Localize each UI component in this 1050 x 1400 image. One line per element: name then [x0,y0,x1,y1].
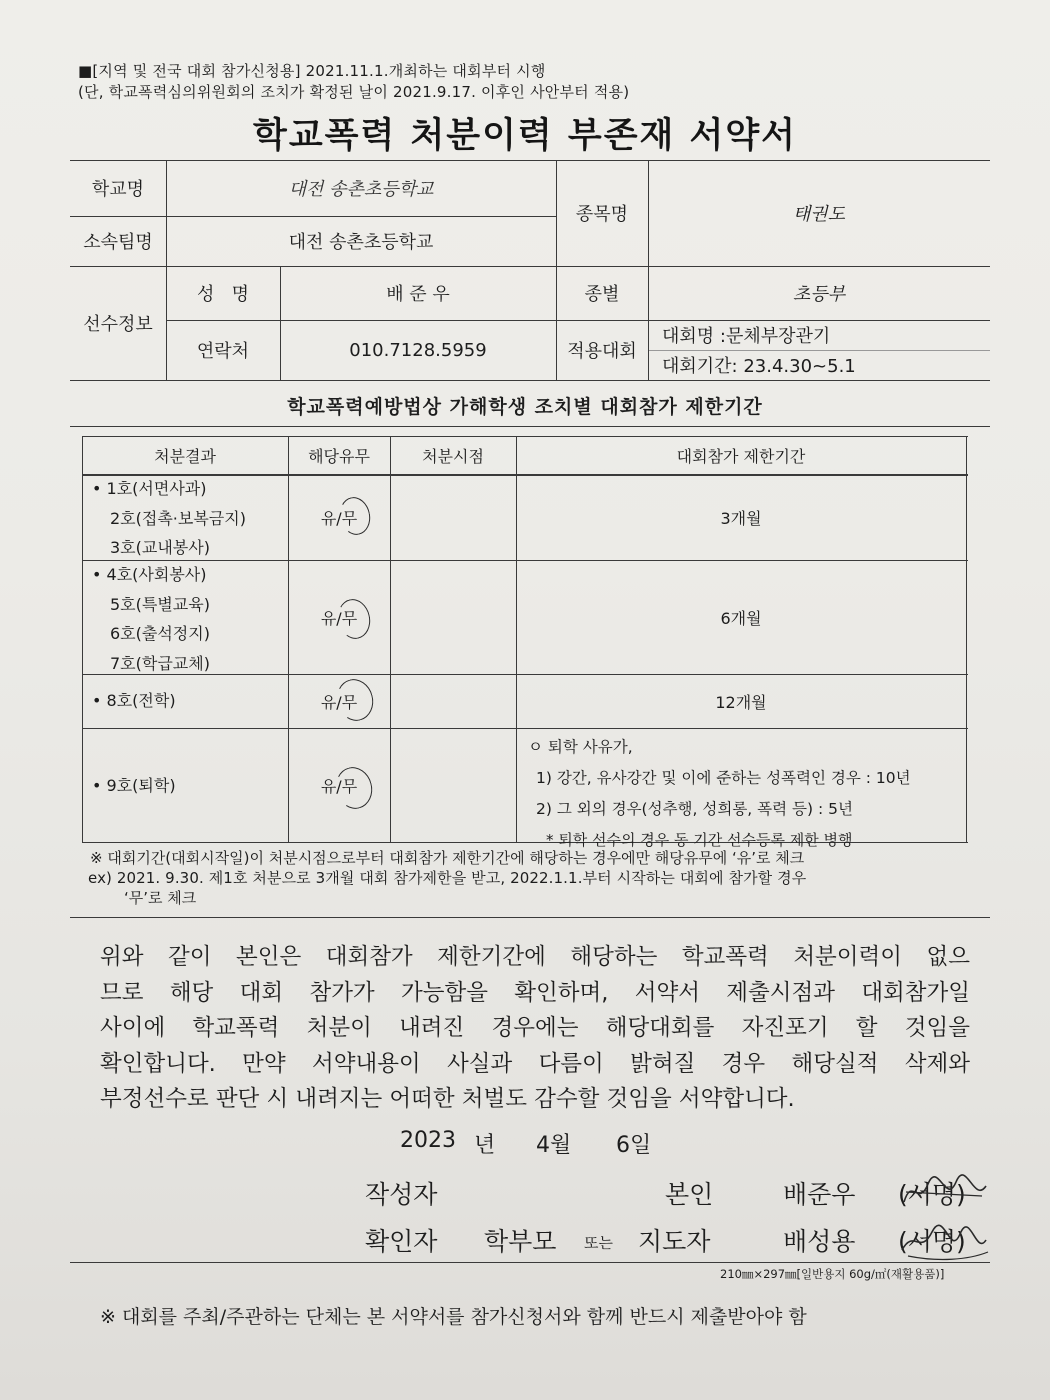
competition-label: 적용대회 [567,341,637,362]
disposition-3: 3호(교내봉사) [110,538,210,557]
date-day: 6일 [616,1133,652,1158]
disposition-6: 6호(출석정지) [110,624,210,643]
school-label: 학교명 [91,179,145,200]
category-value: 초등부 [792,284,846,305]
date-month: 4월 [536,1133,572,1158]
check-row-2: 유/무 [320,608,358,628]
period-row-3: 12개월 [715,692,767,712]
team-value: 대전 송촌초등학교 [288,232,434,253]
disposition-9: • 9호(퇴학) [92,776,176,795]
sport-value: 태권도 [792,204,846,225]
disposition-7: 7호(학급교체) [110,653,210,673]
confirmer-sign: (서명) [898,1227,966,1256]
confirmer-role-parent: 학부모 [484,1227,557,1256]
notice-line-2: (단, 학교폭력심의위원회의 조치가 확정된 날이 2021.9.17. 이후인 사안부터 적용) [78,83,630,101]
rule [966,436,967,842]
info-table [70,160,990,382]
category-label: 종별 [584,284,620,305]
check-row-4: 유/무 [320,776,358,796]
rule [70,426,990,427]
paper-spec: 210㎜×297㎜[일반용지 60g/㎡(재활용품)] [720,1267,945,1281]
expulsion-line-1: ㅇ 퇴학 사유가, [528,738,633,756]
period-row-1: 3개월 [720,508,762,528]
writer-name: 배준우 [783,1180,856,1209]
notice-line-1: ■[지역 및 전국 대회 참가신청용] 2021.11.1.개최하는 대회부터 시행 [78,62,546,80]
writer-label: 작성자 [365,1180,438,1209]
date-year-unit: 년 [474,1133,496,1158]
rule [70,1262,990,1263]
competition-name: 대회명 :문체부장관기 [662,326,831,347]
rule [82,728,968,729]
competition-period: 대회기간: 23.4.30~5.1 [662,356,856,377]
restriction-subtitle: 학교폭력예방법상 가해학생 조치별 대회참가 제한기간 [287,396,763,418]
rule [70,380,990,381]
disposition-2: 2호(접촉·보복금지) [110,508,246,528]
confirmer-name: 배성용 [783,1227,856,1256]
check-row-3: 유/무 [320,692,358,712]
confirmer-label: 확인자 [365,1227,438,1256]
team-label: 소속팀명 [83,232,153,253]
name-value: 배 준 우 [386,284,450,305]
note-line-2: ex) 2021. 9.30. 제1호 처분으로 3개월 대회 참가제한을 받고, 2022.1.1.부터 시작하는 대회에 참가할 경우 [88,869,807,887]
notes [90,848,806,908]
signature-scribble [898,1172,990,1214]
time-row-2 [390,560,516,674]
rule [82,436,83,842]
name-label: 성 명 [197,284,249,305]
note-line-3: ‘무’로 체크 [124,889,197,907]
header-disposition: 처분결과 [154,446,216,466]
expulsion-line-4: * 퇴학 선수의 경우 동 기간 선수등록 제한 병행 [546,831,853,849]
disposition-4: • 4호(사회봉사) [92,565,207,584]
player-info-label: 선수정보 [83,314,153,335]
contact-label: 연락처 [196,341,250,362]
note-line-1: ※ 대회기간(대회시작일)이 처분시점으로부터 대회참가 제한기간에 해당하는 경우에만 해당유무에 ‘유’로 체크 [90,849,805,867]
confirmer-role-coach: 지도자 [638,1227,711,1256]
pledge-line-1: 위와 같이 본인은 대회참가 제한기간에 해당하는 학교폭력 처분이력이 없으 [100,944,970,970]
time-row-3 [390,674,516,728]
pledge-line-5: 부정선수로 판단 시 내려지는 어떠한 처벌도 감수할 것임을 서약합니다. [100,1086,795,1113]
header-restriction-period: 대회참가 제한기간 [676,446,806,466]
signature-scribble [898,1222,990,1264]
document-title: 학교폭력 처분이력 부존재 서약서 [253,116,797,156]
confirmer-or: 또는 [584,1234,613,1252]
pledge-text [100,940,970,1118]
header-disposition-time: 처분시점 [422,446,484,466]
contact-value: 010.7128.5959 [349,339,487,361]
writer-sign: (서명) [898,1180,966,1209]
expulsion-period-details [528,732,911,856]
period-row-2: 6개월 [720,608,762,628]
pledge-line-3: 사이에 학교폭력 처분이 내려진 경우에는 해당대회를 자진포기 할 것임을 [100,1015,970,1042]
date-year: 2023 [400,1128,456,1153]
footer-note: ※ 대회를 주최/주관하는 단체는 본 서약서를 참가신청서와 함께 반드시 제출받아야 함 [100,1306,807,1328]
header-applicable: 해당유무 [308,446,370,466]
disposition-8: • 8호(전학) [92,691,176,710]
disposition-1: • 1호(서면사과) [92,479,207,498]
pledge-line-4: 확인합니다. 만약 서약내용이 사실과 다름이 밝혀질 경우 해당실적 삭제와 [100,1050,970,1077]
check-row-1: 유/무 [320,508,358,528]
sport-label: 종목명 [575,204,629,225]
writer-role: 본인 [665,1180,714,1209]
expulsion-line-2: 1) 강간, 유사강간 및 이에 준하는 성폭력인 경우 : 10년 [536,769,911,787]
school-value: 대전 송촌초등학교 [288,179,434,200]
expulsion-line-3: 2) 그 외의 경우(성추행, 성희롱, 폭력 등) : 5년 [536,800,853,818]
time-row-1 [390,474,516,560]
time-row-4 [390,728,516,842]
pledge-line-2: 므로 해당 대회 참가가 가능함을 확인하며, 서약서 제출시점과 대회참가일 [100,979,970,1006]
rule [70,917,990,918]
disposition-5: 5호(특별교육) [110,594,210,614]
